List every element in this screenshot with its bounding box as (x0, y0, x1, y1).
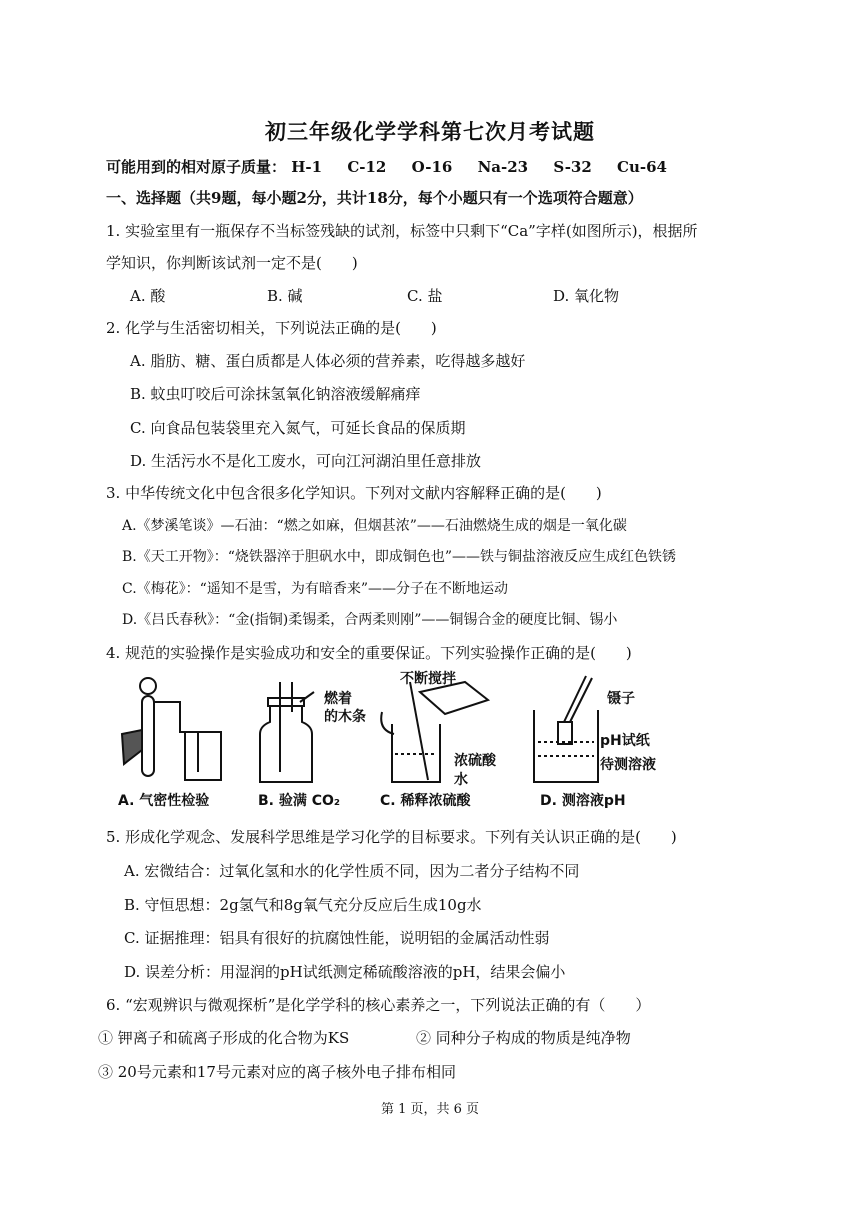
page-footer: 第 1 页，共 6 页 (380, 1102, 480, 1117)
q4-stem: 4. 规范的实验操作是实验成功和安全的重要保证。下列实验操作正确的是( ) (106, 644, 632, 662)
q1-option-c: C. 盐 (407, 287, 443, 305)
q1-stem-line2: 学知识，你判断该试剂一定不是( ) (106, 254, 358, 272)
label-test-solution: 待测溶液 (600, 757, 656, 773)
label-conc-acid: 浓硫酸 (454, 753, 496, 769)
atomic-mass-s: S-32 (553, 158, 592, 176)
q6-item-2: ② 同种分子构成的物质是纯净物 (416, 1029, 631, 1047)
q3-option-b: B.《天工开物》：“烧铁器淬于胆矾水中，即成铜色也”——铁与铜盐溶液反应生成红色铁锈 (122, 549, 677, 565)
q3-option-c: C.《梅花》：“遥知不是雪，为有暗香来”——分子在不断地运动 (122, 581, 508, 597)
q3-option-a: A.《梦溪笔谈》—石油：“燃之如麻，但烟甚浓”——石油燃烧生成的烟是一氧化碳 (122, 518, 627, 534)
q5-option-b: B. 守恒思想：2g氢气和8g氧气充分反应后生成10g水 (124, 896, 482, 914)
section-heading: 一、选择题（共9题，每小题2分，共计18分，每个小题只有一个选项符合题意） (106, 189, 643, 207)
label-tweezers: 镊子 (607, 691, 635, 707)
atomic-mass-h: H-1 (291, 158, 323, 176)
caption-a: A. 气密性检验 (118, 793, 210, 809)
label-stirring: 不断搅拌 (400, 671, 456, 687)
q1-stem-line1: 1. 实验室里有一瓶保存不当标签残缺的试剂，标签中只剩下“Ca”字样(如图所示)，根据所 (106, 222, 698, 240)
label-water: 水 (454, 772, 468, 788)
q1-option-b: B. 碱 (267, 287, 303, 305)
q3-stem: 3. 中华传统文化中包含很多化学知识。下列对文献内容解释正确的是( ) (106, 484, 602, 502)
gas-bottle-b (260, 682, 314, 782)
q2-option-c: C. 向食品包装袋里充入氮气，可延长食品的保质期 (130, 419, 466, 437)
q2-stem: 2. 化学与生活密切相关，下列说法正确的是( ) (106, 319, 437, 337)
q5-option-c: C. 证据推理：铝具有很好的抗腐蚀性能，说明铝的金属活动性弱 (124, 929, 550, 947)
test-tube-apparatus-a (122, 678, 221, 780)
q1-option-d: D. 氧化物 (553, 287, 620, 305)
q3-option-d: D.《吕氏春秋》：“金(指铜)柔锡柔，合两柔则刚”——铜锡合金的硬度比铜、锡小 (122, 612, 618, 628)
q2-option-d: D. 生活污水不是化工废水，可向江河湖泊里任意排放 (130, 452, 482, 470)
atomic-mass-cu: Cu-64 (617, 158, 667, 176)
label-ph-paper: pH试纸 (600, 733, 650, 749)
q4-experiment-figure (110, 672, 730, 820)
q2-option-a: A. 脂肪、糖、蛋白质都是人体必须的营养素，吃得越多越好 (130, 352, 526, 370)
atomic-mass-na: Na-23 (477, 158, 529, 176)
beaker-ph-d (534, 676, 598, 782)
caption-b: B. 验满 CO₂ (258, 793, 341, 809)
q6-stem: 6. “宏观辨识与微观探析”是化学学科的核心素养之一，下列说法正确的有（ ） (106, 996, 651, 1014)
atomic-mass-line (106, 157, 687, 177)
q2-option-b: B. 蚊虫叮咬后可涂抹氢氧化钠溶液缓解痛痒 (130, 385, 421, 403)
atomic-mass-label: 可能用到的相对原子质量： (106, 158, 287, 176)
label-burning-stick: 燃着 的木条 (324, 691, 366, 725)
q5-option-d: D. 误差分析：用湿润的pH试纸测定稀硫酸溶液的pH，结果会偏小 (124, 963, 566, 981)
atomic-mass-c: C-12 (347, 158, 387, 176)
q5-option-a: A. 宏微结合：过氧化氢和水的化学性质不同，因为二者分子结构不同 (124, 862, 580, 880)
atomic-mass-o: O-16 (411, 158, 453, 176)
page-title: 初三年级化学学科第七次月考试题 (265, 119, 595, 144)
q5-stem: 5. 形成化学观念、发展科学思维是学习化学的目标要求。下列有关认识正确的是( ) (106, 828, 677, 846)
caption-d: D. 测溶液pH (540, 793, 626, 809)
q6-item-3: ③ 20号元素和17号元素对应的离子核外电子排布相同 (98, 1063, 456, 1081)
q1-option-a: A. 酸 (130, 287, 166, 305)
q6-item-1: ① 钾离子和硫离子形成的化合物为KS (98, 1029, 350, 1047)
caption-c: C. 稀释浓硫酸 (380, 793, 471, 809)
